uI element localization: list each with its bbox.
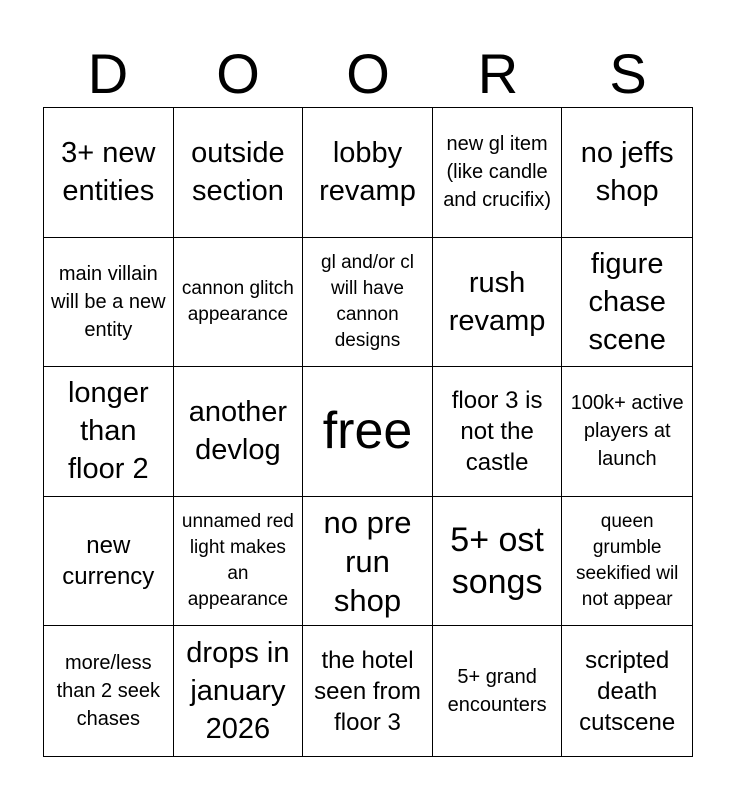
bingo-cell[interactable]: unnamed red light makes an appearance [174, 497, 304, 627]
bingo-cell[interactable]: no jeffs shop [562, 108, 692, 238]
title-letter-s: S [609, 42, 647, 105]
bingo-cell[interactable]: more/less than 2 seek chases [44, 626, 174, 756]
bingo-title [43, 44, 693, 104]
bingo-cell[interactable]: gl and/or cl will have cannon designs [303, 238, 433, 368]
bingo-cell[interactable]: 3+ new entities [44, 108, 174, 238]
bingo-cell[interactable]: drops in january 2026 [174, 626, 304, 756]
bingo-cell[interactable]: floor 3 is not the castle [433, 367, 563, 497]
title-letter-o: O [216, 42, 260, 105]
bingo-cell[interactable]: the hotel seen from floor 3 [303, 626, 433, 756]
bingo-cell[interactable]: new currency [44, 497, 174, 627]
bingo-cell[interactable]: 5+ ost songs [433, 497, 563, 627]
title-letter-r: R [477, 42, 519, 105]
bingo-cell[interactable]: scripted death cutscene [579, 646, 676, 736]
bingo-cell[interactable]: longer than floor 2 [44, 367, 174, 497]
bingo-cell[interactable]: 5+ grand encounters [433, 626, 563, 756]
title-letter-o: O [346, 42, 390, 105]
bingo-card-grid [43, 107, 693, 757]
bingo-cell[interactable]: another devlog [174, 367, 304, 497]
bingo-cell[interactable]: rush revamp [433, 238, 563, 368]
bingo-cell[interactable]: outside section [174, 108, 304, 238]
bingo-free-cell[interactable]: free [303, 367, 433, 497]
bingo-cell[interactable]: cannon glitch appearance [174, 238, 304, 368]
title-letter-d: D [87, 42, 129, 105]
bingo-cell[interactable]: new gl item (like candle and crucifix) [433, 108, 563, 238]
bingo-cell[interactable]: figure chase scene [562, 238, 692, 368]
bingo-cell[interactable]: lobby revamp [303, 108, 433, 238]
bingo-cell[interactable]: queen grumble seekified wil not appear [562, 497, 692, 627]
bingo-cell[interactable]: main villain will be a new entity [44, 238, 174, 368]
bingo-cell[interactable]: no pre run shop [303, 497, 433, 627]
bingo-cell[interactable]: 100k+ active players at launch [562, 367, 692, 497]
